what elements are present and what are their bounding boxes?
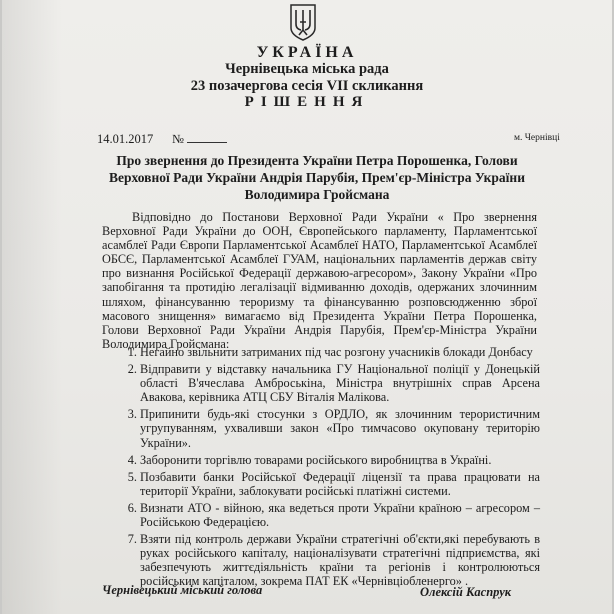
signature-name: Олексій Каспрук: [420, 585, 512, 599]
list-item: 2. Відправити у відставку начальника ГУ Національної поліції у Донецькій області В'ячеслава Амброськіна, Міністра внутрішніх справ Арсена Авакова, керівника АТЦ СБУ Віталія Малікова.: [140, 362, 540, 404]
council-heading: Чернівецька міська рада: [225, 61, 389, 77]
list-item: 3. Припинити будь-які стосунки з ОРДЛО, як злочинним терористичним угрупуванням, ухваливши закон «Про тимчасово окуповану територію України».: [140, 407, 540, 449]
list-item: 6. Визнати АТО - війною, яка ведеться проти України країною – агресором – Російською Федерацією.: [140, 501, 540, 529]
decision-heading: РІШЕННЯ: [244, 94, 370, 110]
list-item: 5. Позбавити банки Російської Федерації ліцензії та права працювати на території України, заблокувати російські платіжні системи.: [140, 470, 540, 498]
number-label: №: [172, 132, 184, 146]
list-item: 7. Взяти під контроль держави України стратегічні об'єкти,які перебувають в руках російського капіталу, націоналізувати стратегічні підприємства, які забезпечують життєдіяльність країни та регіонів і контролюються російським капіталом, зокрема ПАТ ЕК «Чернівціобленерго» .: [140, 532, 540, 588]
list-item: 1. Негайно звільнити затриманих під час розгону учасників блокади Донбасу: [140, 345, 540, 359]
signature-position: Чернівецький міський голова: [102, 583, 263, 597]
session-heading: 23 позачергова сесія VII скликання: [190, 78, 424, 94]
document-page: [2, 0, 612, 614]
country-heading: УКРАЇНА: [256, 44, 358, 61]
demands-list: [120, 345, 540, 592]
document-title: Про звернення до Президента України Петра Порошенка, Голови Верховної Ради України Андрія Парубія, Прем'єр-Міністра України Володимира Гройсмана: [109, 153, 525, 202]
number-blank-line: [187, 132, 227, 143]
list-item: 4. Заборонити торгівлю товарами російського виробництва в Україні.: [140, 453, 540, 467]
document-number: [172, 132, 227, 147]
intro-paragraph: Відповідно до Постанови Верховної Ради України « Про звернення Верховної Ради України до ООН, Європейського парламенту, Парламентської асамблеї Ради Європи Парламентської Асамблеї НАТО, Парламентської Асамблеї ОБСЄ, Парламентської Асамблеї ГУАМ, національних парламентів держав світу про визнання Російської Федерації державою-агресором», Закону України «Про запобігання та протидію легалізації відмиванню доходів, одержаних злочинним шляхом, фінансуванню тероризму та фінансуванню розповсюдженню зброї масового знищення» вимагаємо від Президента України Петра Порошенка, Голови Верховної Ради України Андрія Парубія, Прем'єр-Міністра України Володимира Гройсмана:: [102, 210, 537, 351]
document-city: м. Чернівці: [514, 133, 560, 143]
document-date: 14.01.2017: [97, 132, 154, 146]
trident-emblem-icon: [288, 2, 318, 42]
